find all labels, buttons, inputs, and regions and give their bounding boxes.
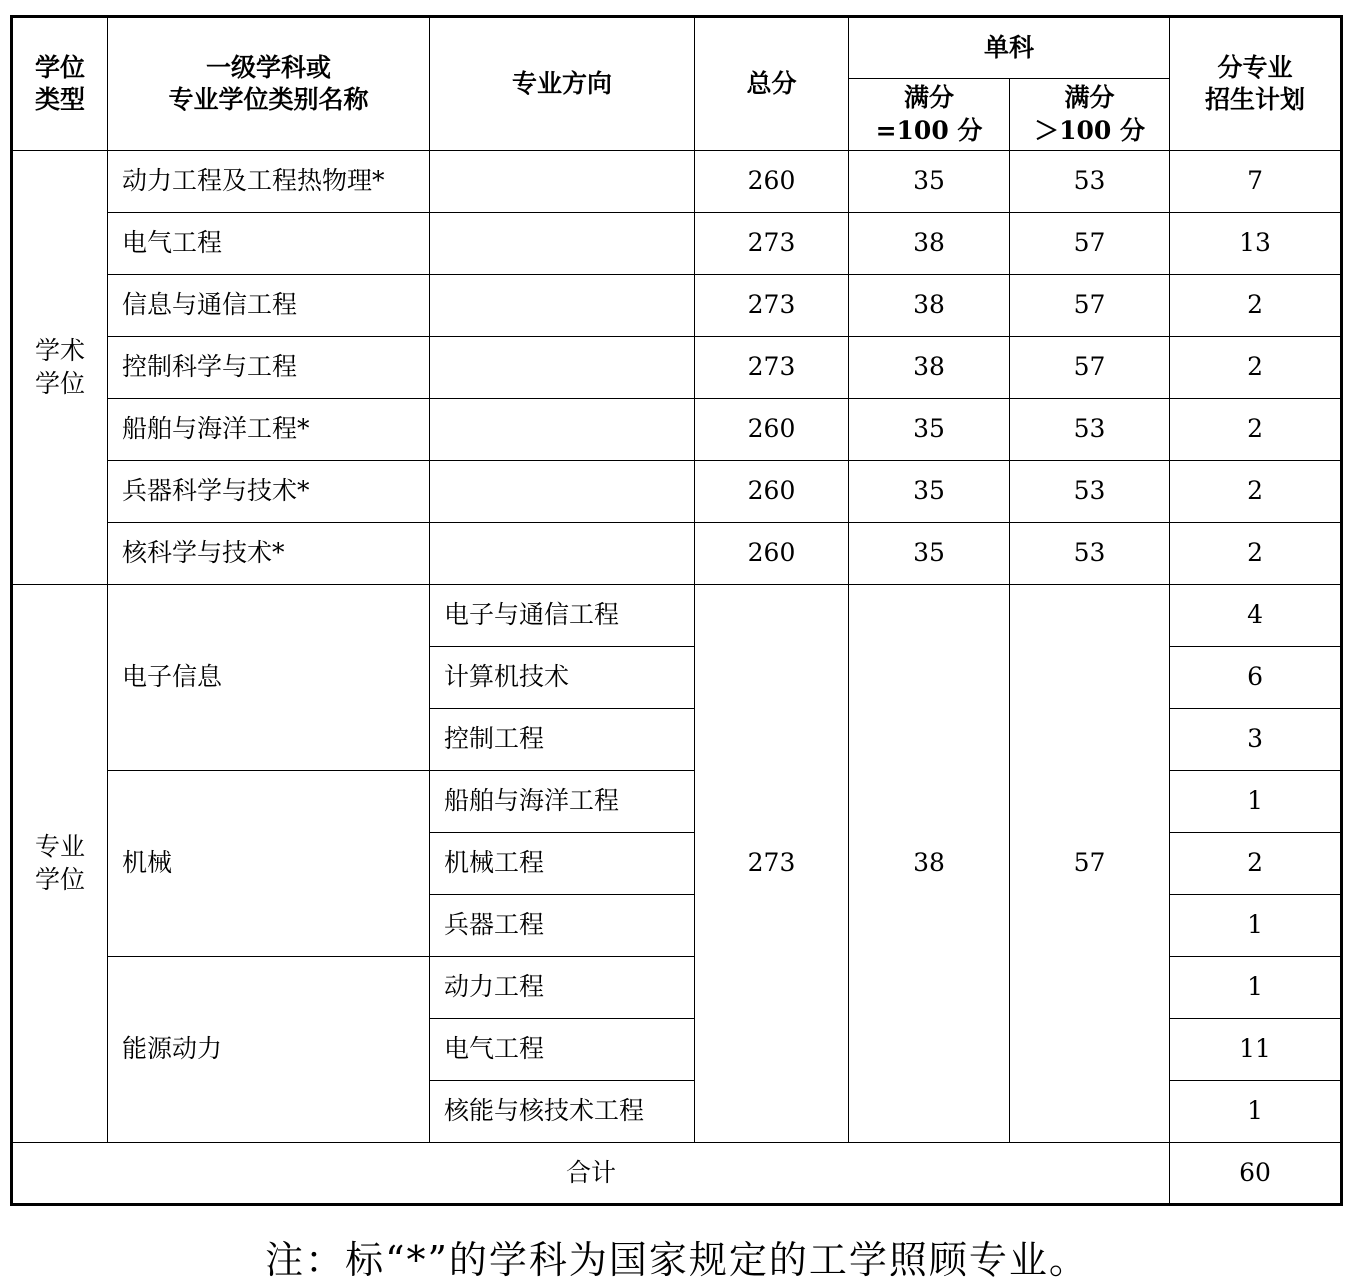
- discipline-name: 动力工程及工程热物理*: [108, 151, 430, 213]
- category-name: 电子信息: [108, 585, 430, 771]
- total-score: 273: [695, 275, 849, 337]
- single-100-score: 35: [849, 523, 1010, 585]
- table-row: [12, 275, 1342, 337]
- direction-cell: 电子与通信工程: [430, 585, 695, 647]
- direction-cell: [430, 337, 695, 399]
- academic-degree-type: 学术 学位: [12, 151, 108, 585]
- plan-count: 7: [1170, 151, 1342, 213]
- plan-count: 2: [1170, 833, 1342, 895]
- discipline-name: 电气工程: [108, 213, 430, 275]
- single-100-score: 35: [849, 399, 1010, 461]
- direction-cell: 船舶与海洋工程: [430, 771, 695, 833]
- single-gt100-score: 53: [1010, 461, 1170, 523]
- single-gt100-score: 57: [1010, 337, 1170, 399]
- direction-cell: [430, 275, 695, 337]
- single-100-score: 38: [849, 213, 1010, 275]
- plan-count: 1: [1170, 957, 1342, 1019]
- single-100-score: 38: [849, 275, 1010, 337]
- table-row: [12, 461, 1342, 523]
- table-row: [12, 213, 1342, 275]
- single-gt100-score: 53: [1010, 151, 1170, 213]
- header-direction: 专业方向: [430, 17, 695, 151]
- table-row: [12, 337, 1342, 399]
- plan-count: 3: [1170, 709, 1342, 771]
- total-score: 273: [695, 337, 849, 399]
- plan-count: 13: [1170, 213, 1342, 275]
- total-score: 273: [695, 585, 849, 1143]
- direction-cell: 核能与核技术工程: [430, 1081, 695, 1143]
- plan-count: 1: [1170, 895, 1342, 957]
- plan-count: 4: [1170, 585, 1342, 647]
- discipline-name: 船舶与海洋工程*: [108, 399, 430, 461]
- header-discipline: 一级学科或 专业学位类别名称: [108, 17, 430, 151]
- single-100-score: 38: [849, 337, 1010, 399]
- header-row: [12, 17, 1342, 79]
- discipline-name: 控制科学与工程: [108, 337, 430, 399]
- single-100-score: 38: [849, 585, 1010, 1143]
- discipline-name: 核科学与技术*: [108, 523, 430, 585]
- admission-score-table: [10, 15, 1343, 1206]
- category-name: 能源动力: [108, 957, 430, 1143]
- single-100-score: 35: [849, 151, 1010, 213]
- discipline-name: 兵器科学与技术*: [108, 461, 430, 523]
- total-score: 260: [695, 151, 849, 213]
- direction-cell: 兵器工程: [430, 895, 695, 957]
- direction-cell: [430, 151, 695, 213]
- header-total: 总分: [695, 17, 849, 151]
- single-gt100-score: 57: [1010, 213, 1170, 275]
- direction-cell: 电气工程: [430, 1019, 695, 1081]
- direction-cell: [430, 461, 695, 523]
- plan-count: 1: [1170, 1081, 1342, 1143]
- direction-cell: 机械工程: [430, 833, 695, 895]
- header-single: 单科: [849, 17, 1170, 79]
- plan-count: 2: [1170, 523, 1342, 585]
- discipline-name: 信息与通信工程: [108, 275, 430, 337]
- category-name: 机械: [108, 771, 430, 957]
- total-score: 260: [695, 461, 849, 523]
- header-full-gt100: 满分 ＞100 分: [1010, 79, 1170, 151]
- single-100-score: 35: [849, 461, 1010, 523]
- plan-count: 11: [1170, 1019, 1342, 1081]
- table-row: [12, 585, 1342, 647]
- total-row: [12, 1143, 1342, 1205]
- single-gt100-score: 57: [1010, 585, 1170, 1143]
- direction-cell: 动力工程: [430, 957, 695, 1019]
- plan-count: 1: [1170, 771, 1342, 833]
- direction-cell: [430, 523, 695, 585]
- direction-cell: 控制工程: [430, 709, 695, 771]
- single-gt100-score: 57: [1010, 275, 1170, 337]
- plan-count: 2: [1170, 275, 1342, 337]
- table-row: [12, 399, 1342, 461]
- total-score: 260: [695, 523, 849, 585]
- footnote: 注：标“*”的学科为国家规定的工学照顾专业。: [265, 1238, 1089, 1282]
- single-gt100-score: 53: [1010, 523, 1170, 585]
- table-row: [12, 523, 1342, 585]
- plan-count: 2: [1170, 399, 1342, 461]
- header-plan: 分专业 招生计划: [1170, 17, 1342, 151]
- plan-count: 2: [1170, 337, 1342, 399]
- single-gt100-score: 53: [1010, 399, 1170, 461]
- plan-count: 2: [1170, 461, 1342, 523]
- direction-cell: [430, 399, 695, 461]
- total-plan-count: 60: [1170, 1143, 1342, 1205]
- table-row: [12, 151, 1342, 213]
- total-score: 273: [695, 213, 849, 275]
- plan-count: 6: [1170, 647, 1342, 709]
- total-score: 260: [695, 399, 849, 461]
- direction-cell: [430, 213, 695, 275]
- direction-cell: 计算机技术: [430, 647, 695, 709]
- header-degree-type: 学位 类型: [12, 17, 108, 151]
- professional-degree-type: 专业 学位: [12, 585, 108, 1143]
- total-label: 合计: [12, 1143, 1170, 1205]
- header-full100: 满分 =100 分: [849, 79, 1010, 151]
